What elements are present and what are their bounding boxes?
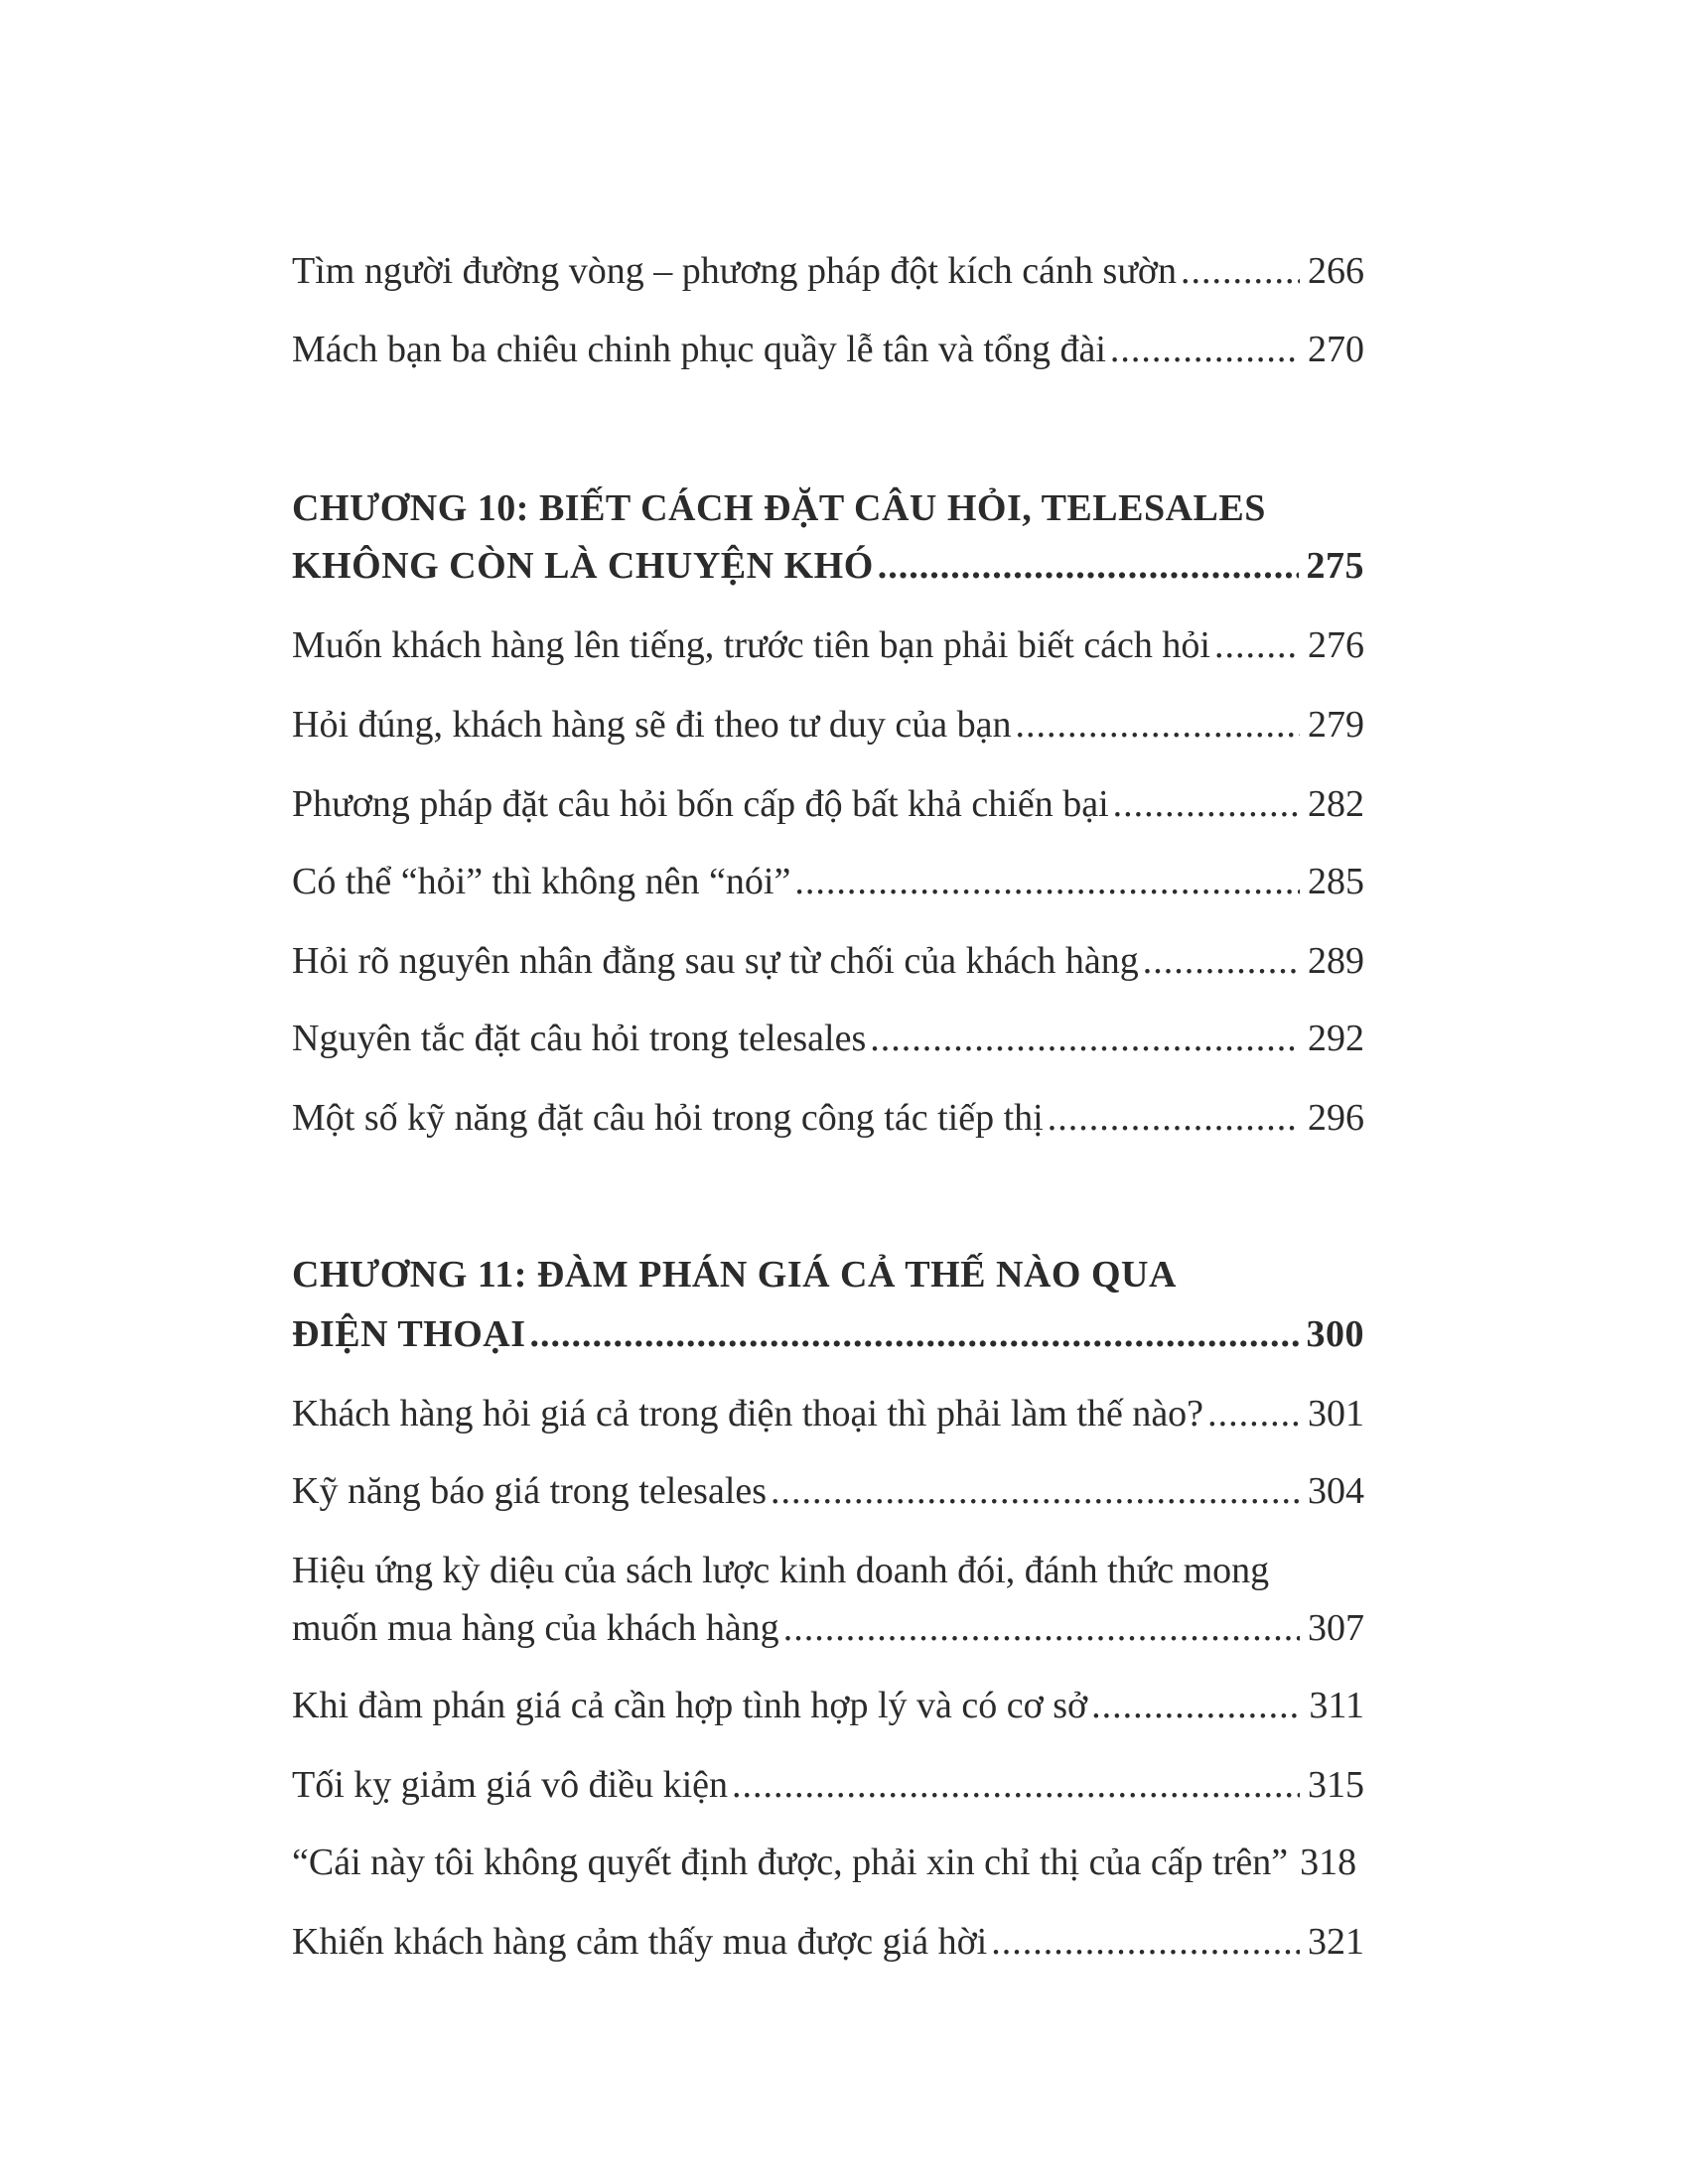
toc-entry[interactable] [292,241,1364,301]
toc-entry-title: Hỏi rõ nguyên nhân đằng sau sự từ chối của khách hàng [292,940,1139,982]
toc-entry-title: Muốn khách hàng lên tiếng, trước tiên bạn phải biết cách hỏi [292,624,1210,666]
chapter-page: 300 [1306,1313,1364,1355]
leader-dots [732,1755,1300,1815]
toc-entry-page: 270 [1308,329,1364,370]
toc-entry[interactable] [292,1676,1364,1735]
toc-entry-title: Kỹ năng báo giá trong telesales [292,1470,768,1512]
toc-entry-title: muốn mua hàng của khách hàng [292,1607,779,1649]
chapter-heading-text: ĐIỆN THOẠI [292,1313,526,1355]
chapter-11-heading-line1[interactable] [292,1245,1364,1304]
toc-entry-page: 276 [1308,624,1364,666]
leader-dots [870,1009,1300,1068]
chapter-10-heading-line1[interactable] [292,478,1364,538]
toc-entry-title: “Cái này tôi không quyết định được, phải xin chỉ thị của cấp trên” [292,1842,1289,1883]
toc-entry[interactable] [292,774,1364,834]
chapter-heading-text: CHƯƠNG 10: BIẾT CÁCH ĐẶT CÂU HỎI, TELESALES [292,487,1266,529]
toc-entry-title: Phương pháp đặt câu hỏi bốn cấp độ bất khả chiến bại [292,783,1109,825]
leader-dots [783,1598,1300,1658]
toc-entry[interactable] [292,1009,1364,1068]
toc-entry-page: 318 [1300,1842,1357,1883]
toc-entry-page: 307 [1308,1607,1364,1649]
chapter-page: 275 [1306,545,1364,587]
leader-dots [1048,1088,1300,1148]
leader-dots [1214,615,1300,675]
leader-dots [771,1461,1300,1521]
toc-entry-page: 282 [1308,783,1364,825]
toc-entry-page: 296 [1308,1097,1364,1139]
toc-entry[interactable] [292,1912,1364,1972]
toc-entry[interactable] [292,320,1364,379]
toc-entry-title: Tối kỵ giảm giá vô điều kiện [292,1764,729,1806]
toc-entry[interactable] [292,1598,1364,1658]
toc-entry[interactable] [292,615,1364,675]
toc-entry-title: Khách hàng hỏi giá cả trong điện thoại thì phải làm thế nào? [292,1393,1204,1434]
toc-entry-page: 279 [1308,704,1364,746]
leader-dots [878,536,1299,596]
toc-entry-title: Khi đàm phán giá cả cần hợp tình hợp lý và có cơ sở [292,1685,1088,1726]
leader-dots [1091,1676,1301,1735]
chapter-heading-text: KHÔNG CÒN LÀ CHUYỆN KHÓ [292,545,874,587]
toc-entry[interactable] [292,1088,1364,1148]
toc-entry-title: Một số kỹ năng đặt câu hỏi trong công tác tiếp thị [292,1097,1044,1139]
toc-entry-page: 266 [1308,250,1364,292]
chapter-10-heading-line2[interactable] [292,536,1364,596]
toc-entry[interactable] [292,1755,1364,1815]
toc-entry[interactable] [292,931,1364,991]
toc-entry-page: 311 [1309,1685,1364,1726]
toc-entry-page: 321 [1308,1921,1364,1963]
leader-dots [530,1304,1299,1364]
leader-dots [991,1912,1300,1972]
chapter-heading-text: CHƯƠNG 11: ĐÀM PHÁN GIÁ CẢ THẾ NÀO QUA [292,1254,1177,1296]
chapter-11-heading-line2[interactable] [292,1304,1364,1364]
toc-entry-title: Hiệu ứng kỳ diệu của sách lược kinh doanh đói, đánh thức mong [292,1550,1270,1591]
toc-entry-title: Nguyên tắc đặt câu hỏi trong telesales [292,1018,867,1059]
leader-dots [1181,241,1300,301]
toc-entry[interactable] [292,695,1364,754]
toc-entry-page: 304 [1308,1470,1364,1512]
toc-entry-title: Tìm người đường vòng – phương pháp đột kích cánh sườn [292,250,1178,292]
toc-entry[interactable] [292,852,1364,911]
toc-entry-page: 285 [1308,861,1364,902]
toc-entry-title: Hỏi đúng, khách hàng sẽ đi theo tư duy của bạn [292,704,1012,746]
leader-dots [1207,1384,1300,1443]
toc-entry[interactable] [292,1461,1364,1521]
leader-dots [1113,774,1300,834]
toc-entry-page: 301 [1308,1393,1364,1434]
toc-entry[interactable] [292,1833,1364,1892]
toc-entry-title: Mách bạn ba chiêu chinh phục quầy lễ tân và tổng đài [292,329,1106,370]
toc-entry-title: Có thể “hỏi” thì không nên “nói” [292,861,791,902]
leader-dots [1016,695,1301,754]
leader-dots [1143,931,1300,991]
toc-entry-page: 292 [1308,1018,1364,1059]
leader-dots [794,852,1300,911]
toc-entry-page: 315 [1308,1764,1364,1806]
toc-entry-title: Khiến khách hàng cảm thấy mua được giá hời [292,1921,988,1963]
toc-entry-line1[interactable] [292,1541,1364,1600]
leader-dots [1110,320,1300,379]
toc-entry[interactable] [292,1384,1364,1443]
toc-entry-page: 289 [1308,940,1364,982]
